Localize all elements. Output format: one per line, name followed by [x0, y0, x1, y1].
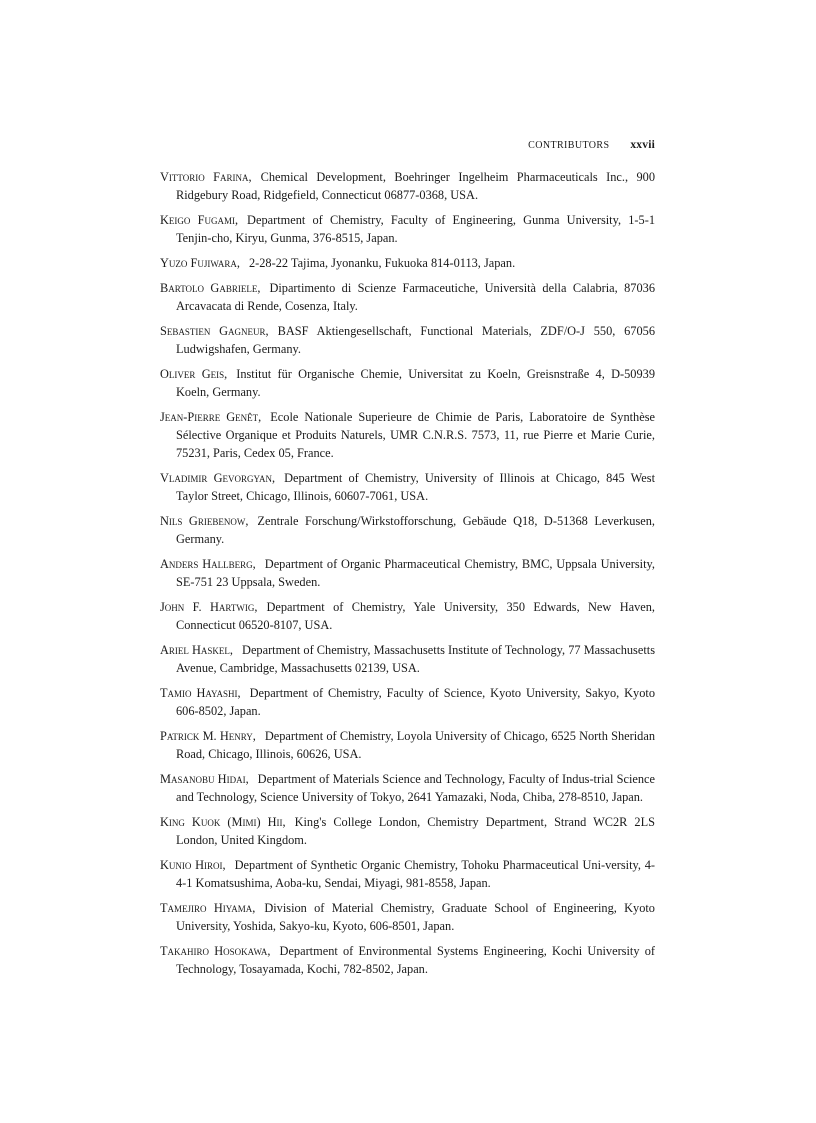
contributor-entry — [160, 598, 655, 634]
contributor-entry — [160, 899, 655, 935]
contributor-name: Vladimir Gevorgyan, — [160, 471, 276, 485]
contributor-entry — [160, 469, 655, 505]
contributor-affiliation: Department of Environmental Systems Engineering, Kochi University of Technology, Tosayamada, Kochi, 782-8502, Japan. — [176, 944, 655, 976]
contributor-name: Vittorio Farina, — [160, 170, 252, 184]
contributor-affiliation: Department of Chemistry, Yale University, 350 Edwards, New Haven, Connecticut 06520-8107, USA. — [176, 600, 655, 632]
contributor-entry — [160, 365, 655, 401]
contributor-entry — [160, 770, 655, 806]
contributor-affiliation: Chemical Development, Boehringer Ingelheim Pharmaceuticals Inc., 900 Ridgebury Road, Ridgefield, Connecticut 06877-0368, USA. — [176, 170, 655, 202]
contributor-name: Masanobu Hidai, — [160, 772, 249, 786]
contributor-affiliation: Dipartimento di Scienze Farmaceutiche, Università della Calabria, 87036 Arcavacata di Rende, Cosenza, Italy. — [176, 281, 655, 313]
contributor-entry — [160, 641, 655, 677]
contributor-affiliation: Division of Material Chemistry, Graduate School of Engineering, Kyoto University, Yoshida, Sakyo-ku, Kyoto, 606-8501, Japan. — [176, 901, 655, 933]
contributor-name: Keigo Fugami, — [160, 213, 239, 227]
contributor-affiliation: Ecole Nationale Superieure de Chimie de Paris, Laboratoire de Synthèse Sélective Organique et Produits Naturels, UMR C.N.R.S. 7573, 11, rue Pierre et Marie Curie, 75231, Paris, Cedex 05, France. — [176, 410, 655, 460]
contributor-entry — [160, 168, 655, 204]
contributor-entry — [160, 856, 655, 892]
contributor-affiliation: Department of Chemistry, Massachusetts Institute of Technology, 77 Massachusetts Avenue, Cambridge, Massachusetts 02139, USA. — [176, 643, 656, 675]
contributor-entry — [160, 684, 655, 720]
contributor-name: John F. Hartwig, — [160, 600, 258, 614]
contributor-name: Tamio Hayashi, — [160, 686, 241, 700]
contributor-name: Tamejiro Hiyama, — [160, 901, 256, 915]
contributor-name: Patrick M. Henry, — [160, 729, 256, 743]
contributor-name: Kunio Hiroi, — [160, 858, 226, 872]
contributor-affiliation: Department of Chemistry, Loyola University of Chicago, 6525 North Sheridan Road, Chicago, Illinois, 60626, USA. — [176, 729, 655, 761]
contributor-affiliation: Department of Synthetic Organic Chemistry, Tohoku Pharmaceutical Uni-versity, 4-4-1 Komatsushima, Aoba-ku, Sendai, Miyagi, 981-8558, Japan. — [176, 858, 656, 890]
contributor-affiliation: Department of Chemistry, Faculty of Engineering, Gunma University, 1-5-1 Tenjin-cho, Kiryu, Gunma, 376-8515, Japan. — [176, 213, 655, 245]
contributor-affiliation: Department of Organic Pharmaceutical Chemistry, BMC, Uppsala University, SE-751 23 Uppsala, Sweden. — [176, 557, 655, 589]
contributors-list — [160, 168, 655, 985]
contributor-affiliation: 2-28-22 Tajima, Jyonanku, Fukuoka 814-0113, Japan. — [248, 256, 516, 270]
contributor-entry — [160, 322, 655, 358]
contributor-name: Ariel Haskel, — [160, 643, 234, 657]
contributor-entry — [160, 211, 655, 247]
contributor-affiliation: King's College London, Chemistry Department, Strand WC2R 2LS London, United Kingdom. — [176, 815, 655, 847]
contributor-name: Nils Griebenow, — [160, 514, 249, 528]
section-title: CONTRIBUTORS — [528, 140, 610, 151]
contributor-name: Jean-Pierre Genêt, — [160, 410, 262, 424]
contributor-name: Yuzo Fujiwara, — [160, 256, 240, 270]
contributor-entry — [160, 254, 655, 272]
contributor-affiliation: Institut für Organische Chemie, Universitat zu Koeln, Greisnstraße 4, D-50939 Koeln, Germany. — [176, 367, 655, 399]
contributor-name: Bartolo Gabriele, — [160, 281, 261, 295]
contributor-name: Anders Hallberg, — [160, 557, 256, 571]
contributor-name: Takahiro Hosokawa, — [160, 944, 271, 958]
contributor-affiliation: Department of Materials Science and Technology, Faculty of Indus-trial Science and Technology, Science University of Tokyo, 2641 Yamazaki, Noda, Chiba, 278-8510, Japan. — [176, 772, 656, 804]
running-head — [528, 139, 655, 151]
contributor-affiliation: Zentrale Forschung/Wirkstofforschung, Gebäude Q18, D-51368 Leverkusen, Germany. — [176, 514, 655, 546]
contributor-entry — [160, 813, 655, 849]
contributor-entry — [160, 942, 655, 978]
contributor-entry — [160, 555, 655, 591]
contributor-name: Sebastien Gagneur, — [160, 324, 269, 338]
contributor-affiliation: Department of Chemistry, Faculty of Science, Kyoto University, Sakyo, Kyoto 606-8502, Japan. — [176, 686, 655, 718]
contributor-affiliation: Department of Chemistry, University of Illinois at Chicago, 845 West Taylor Street, Chicago, Illinois, 60607-7061, USA. — [176, 471, 655, 503]
contributor-name: Oliver Geis, — [160, 367, 228, 381]
contributor-entry — [160, 408, 655, 462]
page-number: xxvii — [630, 139, 655, 151]
contributor-entry — [160, 512, 655, 548]
contributor-affiliation: BASF Aktiengesellschaft, Functional Materials, ZDF/O-J 550, 67056 Ludwigshafen, Germany. — [176, 324, 655, 356]
contributor-entry — [160, 727, 655, 763]
contributor-name: King Kuok (Mimi) Hii, — [160, 815, 286, 829]
contributor-entry — [160, 279, 655, 315]
